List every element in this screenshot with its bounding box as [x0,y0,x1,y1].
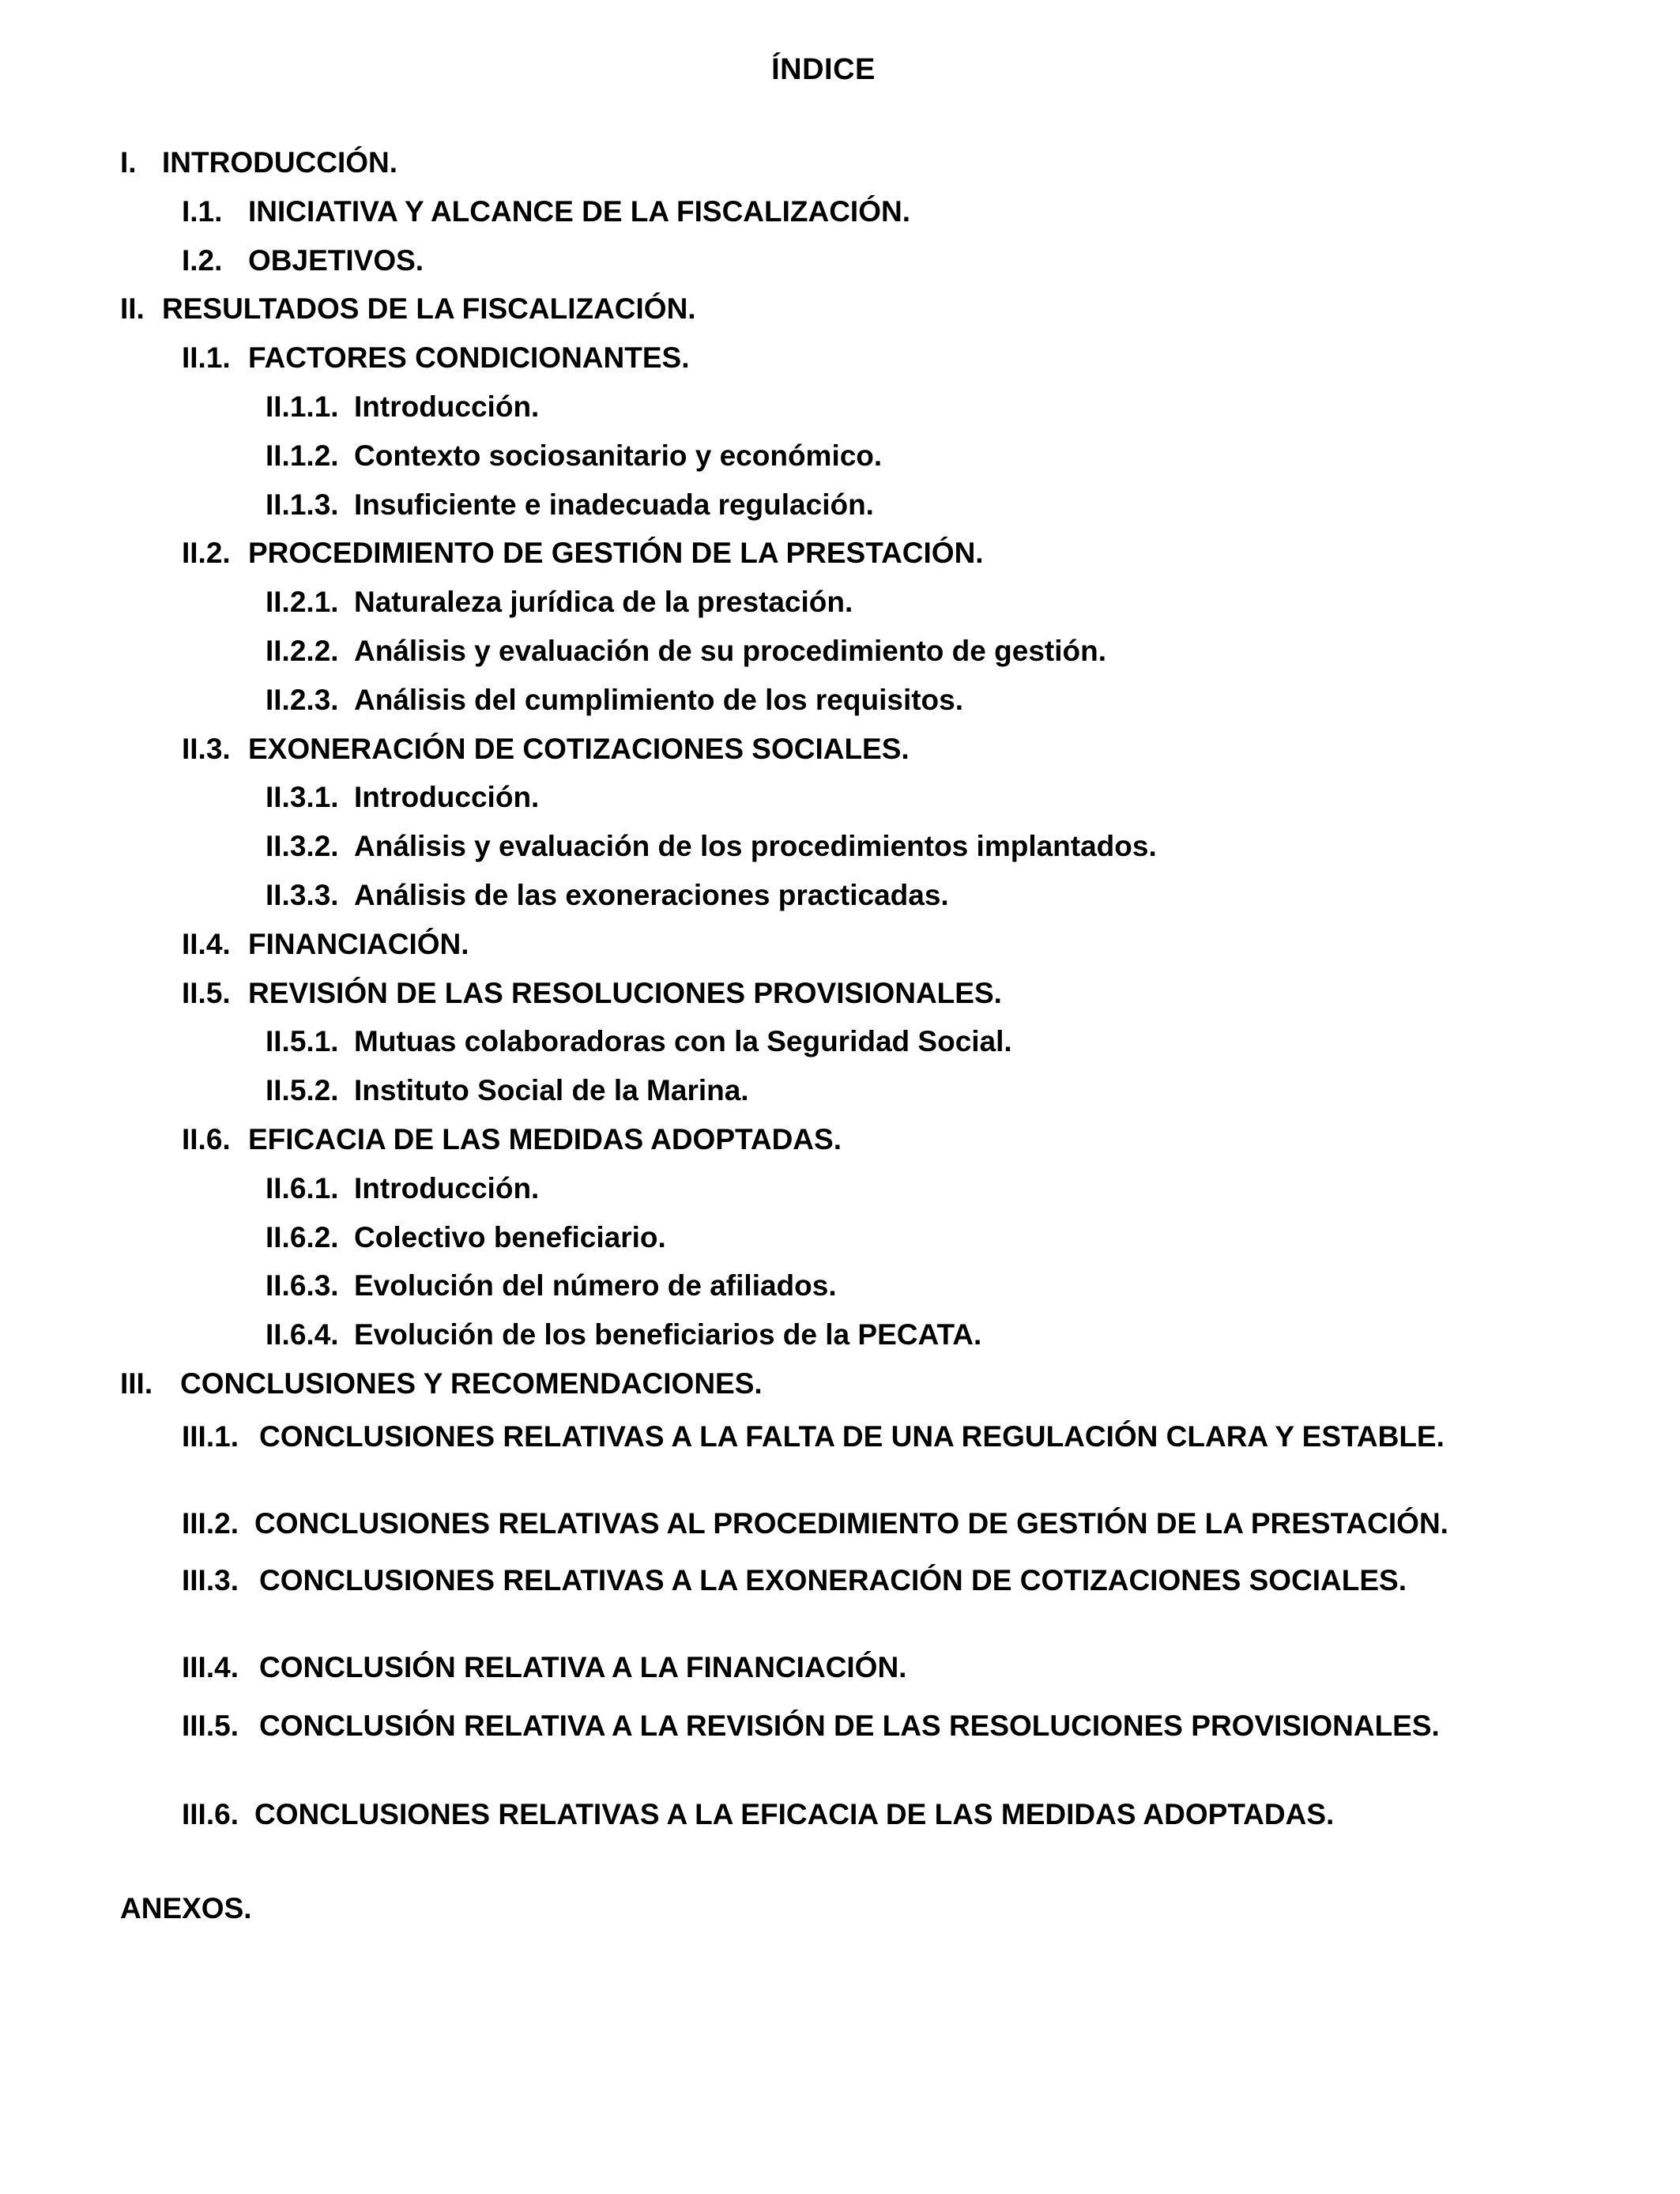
toc-entry-ii-5[interactable] [0,969,1680,1018]
toc-entry-ii[interactable] [0,285,1680,334]
toc-title: Introducción. [354,390,540,423]
toc-entry-iii[interactable] [0,1359,1680,1408]
toc-entry-ii-2-3[interactable] [0,676,1680,725]
toc-title: CONCLUSIONES RELATIVAS AL PROCEDIMIENTO DE GESTIÓN DE LA PRESTACIÓN. [254,1506,1448,1540]
toc-number: II.1.3. [266,488,339,521]
toc-number: II.6.3. [266,1269,339,1302]
toc-entry-i-1[interactable] [0,187,1680,236]
toc-number: III.1. [182,1419,239,1453]
toc-entry-ii-1[interactable] [0,334,1680,383]
toc-entry-ii-5-1[interactable] [0,1017,1680,1066]
toc-title: CONCLUSIÓN RELATIVA A LA FINANCIACIÓN. [259,1650,907,1683]
toc-entry-ii-1-1[interactable] [0,383,1680,432]
toc-entry-ii-3-1[interactable] [0,773,1680,822]
toc-entry-i[interactable] [0,138,1680,187]
toc-number: II.3. [182,732,231,765]
toc-title: RESULTADOS DE LA FISCALIZACIÓN. [162,292,696,326]
toc-title: ANEXOS. [120,1891,252,1924]
toc-entry-i-2[interactable] [0,236,1680,285]
toc-number: III.5. [182,1709,239,1742]
toc-number: III. [120,1367,153,1400]
toc-entry-ii-6[interactable] [0,1115,1680,1164]
toc-title: Análisis de las exoneraciones practicadas. [354,878,949,911]
toc-title: REVISIÓN DE LAS RESOLUCIONES PROVISIONALES. [248,976,1002,1009]
toc-entry-ii-3-2[interactable] [0,822,1680,871]
toc-number: II.3.1. [266,781,339,814]
toc-title: CONCLUSIONES RELATIVAS A LA FALTA DE UNA REGULACIÓN CLARA Y ESTABLE. [259,1419,1445,1453]
toc-title: Naturaleza jurídica de la prestación. [354,586,853,619]
toc-entry-ii-5-2[interactable] [0,1066,1680,1115]
toc-number: II.2.3. [266,683,339,716]
toc-entry-ii-2-1[interactable] [0,578,1680,627]
toc-title: INICIATIVA Y ALCANCE DE LA FISCALIZACIÓN. [248,194,910,228]
toc-entry-ii-1-2[interactable] [0,432,1680,481]
toc-number: II.2.2. [266,634,339,667]
toc-title: INTRODUCCIÓN. [162,146,398,179]
toc-title: Contexto sociosanitario y económico. [354,439,883,472]
toc-number: I. [120,146,137,179]
toc-number: II.2. [182,537,231,570]
toc-number: II. [120,292,145,326]
toc-entry-ii-2-2[interactable] [0,627,1680,676]
toc-number: II.1.1. [266,390,339,423]
toc-title: CONCLUSIONES RELATIVAS A LA EFICACIA DE LAS MEDIDAS ADOPTADAS. [254,1797,1335,1830]
toc-number: III.6. [182,1797,239,1830]
toc-entry-ii-3[interactable] [0,725,1680,774]
toc-title: CONCLUSIONES Y RECOMENDACIONES. [180,1367,763,1400]
table-of-contents [0,138,1680,1933]
toc-entry-ii-6-4[interactable] [0,1310,1680,1359]
toc-title: OBJETIVOS. [248,243,424,277]
toc-title: EXONERACIÓN DE COTIZACIONES SOCIALES. [248,732,910,765]
toc-entry-iii-6[interactable] [0,1785,1680,1873]
toc-number: III.3. [182,1563,239,1596]
toc-title: PROCEDIMIENTO DE GESTIÓN DE LA PRESTACIÓN. [248,537,984,570]
toc-number: II.2.1. [266,586,339,619]
toc-number: II.1.2. [266,439,339,472]
toc-entry-ii-6-3[interactable] [0,1261,1680,1310]
toc-number: II.6.4. [266,1318,339,1351]
toc-title: CONCLUSIONES RELATIVAS A LA EXONERACIÓN DE COTIZACIONES SOCIALES. [259,1563,1407,1596]
toc-title: EFICACIA DE LAS MEDIDAS ADOPTADAS. [248,1122,842,1155]
toc-number: II.3.2. [266,830,339,863]
toc-number: III.2. [182,1506,239,1540]
toc-entry-ii-3-3[interactable] [0,871,1680,920]
page-title: ÍNDICE [771,53,876,86]
toc-number: II.5.2. [266,1074,339,1107]
toc-entry-iii-5[interactable] [0,1696,1680,1785]
toc-title: CONCLUSIÓN RELATIVA A LA REVISIÓN DE LAS RESOLUCIONES PROVISIONALES. [259,1709,1440,1742]
toc-title: Análisis y evaluación de los procedimientos implantados. [354,830,1157,863]
toc-number: II.4. [182,927,231,960]
toc-entry-ii-1-3[interactable] [0,481,1680,530]
toc-title: Evolución del número de afiliados. [354,1269,837,1302]
toc-title: Colectivo beneficiario. [354,1220,666,1253]
toc-number: I.2. [182,243,223,277]
toc-title: Análisis del cumplimiento de los requisitos. [354,683,964,716]
toc-entry-ii-6-1[interactable] [0,1164,1680,1213]
toc-number: II.5.1. [266,1025,339,1058]
toc-entry-iii-3[interactable] [0,1551,1680,1639]
toc-number: II.3.3. [266,878,339,911]
toc-entry-anexos[interactable] [0,1873,1680,1933]
toc-number: III.4. [182,1650,239,1683]
toc-entry-ii-4[interactable] [0,920,1680,969]
toc-title: Insuficiente e inadecuada regulación. [354,488,874,521]
toc-number: II.6.1. [266,1171,339,1204]
toc-number: II.1. [182,341,231,375]
toc-entry-iii-1[interactable] [0,1408,1680,1495]
toc-entry-ii-2[interactable] [0,529,1680,578]
toc-entry-iii-2[interactable] [0,1495,1680,1551]
toc-title: Instituto Social de la Marina. [354,1074,749,1107]
toc-title: Introducción. [354,1171,540,1204]
toc-title: Evolución de los beneficiarios de la PECATA. [354,1318,982,1351]
toc-number: I.1. [182,194,223,228]
toc-entry-iii-4[interactable] [0,1639,1680,1696]
toc-number: II.6. [182,1122,231,1155]
toc-title: Introducción. [354,781,540,814]
toc-title: Análisis y evaluación de su procedimiento de gestión. [354,634,1106,667]
toc-number: II.5. [182,976,231,1009]
toc-title: FACTORES CONDICIONANTES. [248,341,690,375]
toc-title: FINANCIACIÓN. [248,927,469,960]
toc-number: II.6.2. [266,1220,339,1253]
toc-title: Mutuas colaboradoras con la Seguridad Social. [354,1025,1012,1058]
toc-entry-ii-6-2[interactable] [0,1213,1680,1262]
